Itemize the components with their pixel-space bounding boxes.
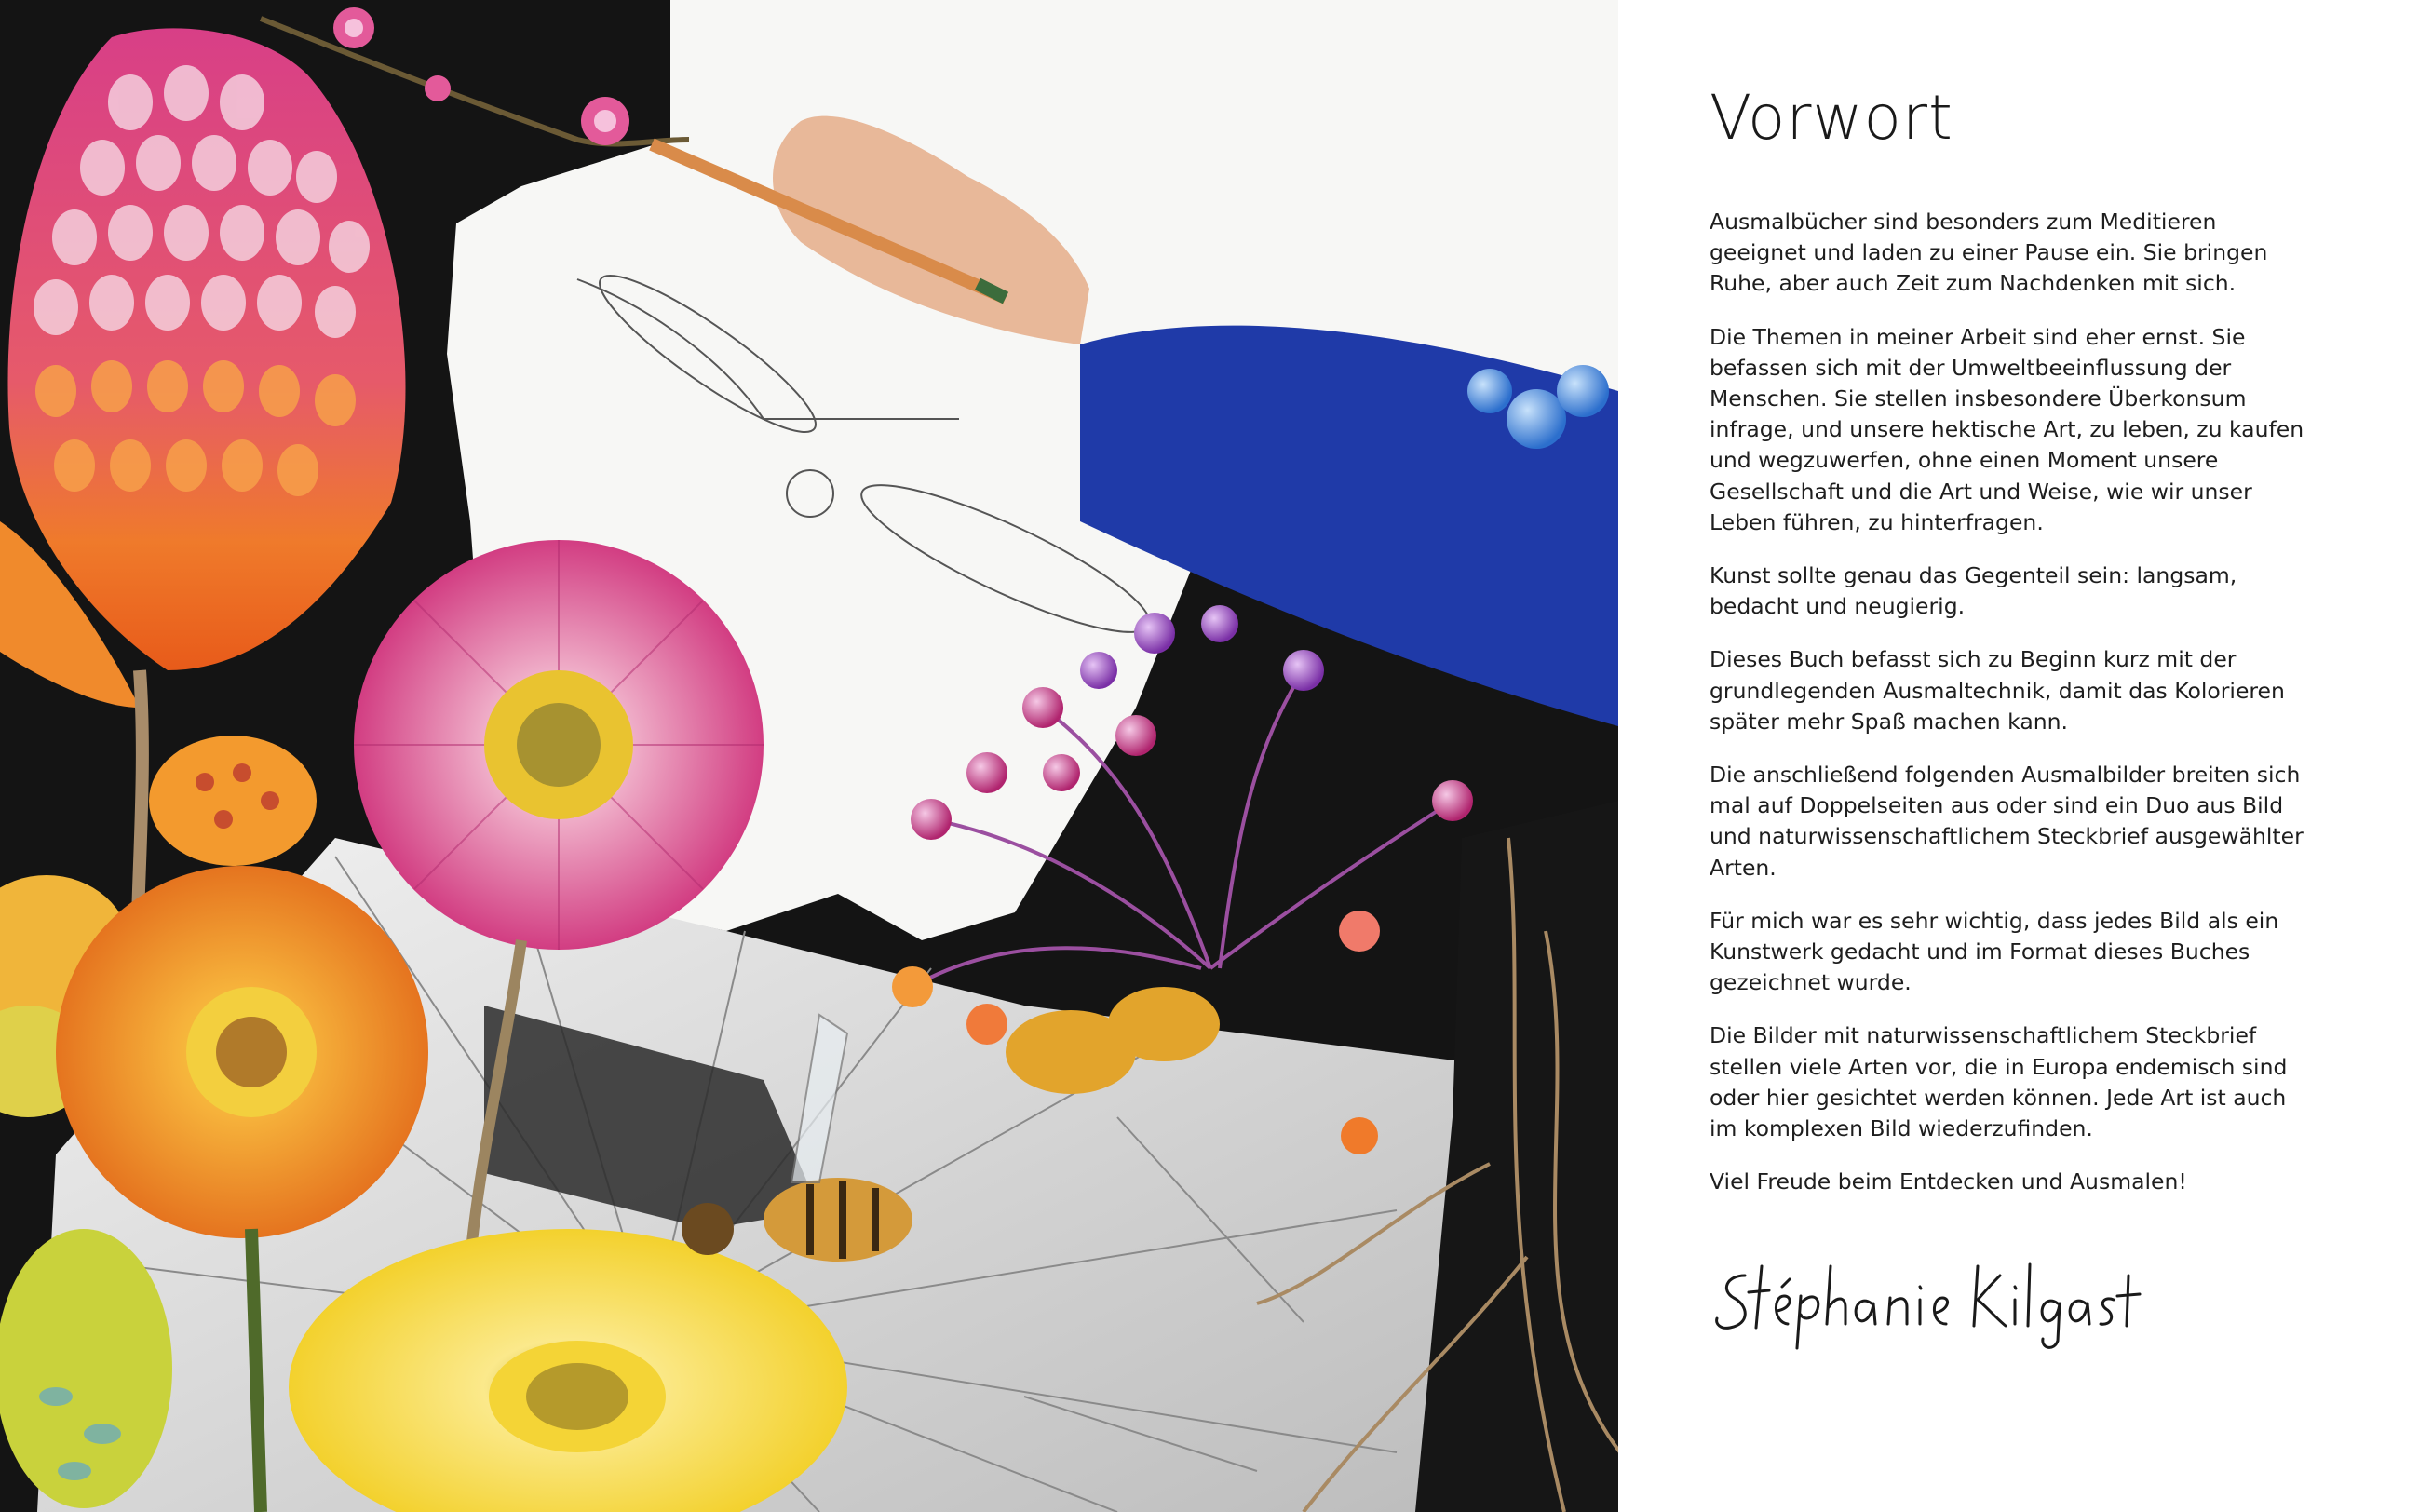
paragraph: Für mich war es sehr wichtig, dass jedes Bild als ein Kunstwerk gedacht und im Format dieses Buches gezeichnet wurde. (1710, 907, 2279, 996)
page-title: Vorwort (1710, 82, 1953, 154)
paragraph: Dieses Buch befasst sich zu Beginn kurz mit der grundlegenden Ausmaltechnik, damit das Kolorieren später mehr Spaß machen kann. (1710, 646, 2285, 735)
paragraph: Die Bilder mit naturwissenschaftlichem Steckbrief stellen viele Arten vor, die in Europa endemisch sind oder hier gesichtet werden können. Jede Art ist auch im komplexen Bild wiederzufinden. (1710, 1022, 2288, 1142)
paragraph: Die anschließend folgenden Ausmalbilder breiten sich mal auf Doppelseiten aus oder sind ein Duo aus Bild und naturwissenschaftlichem Steckbrief ausgewählter Arten. (1710, 762, 2304, 881)
paragraph: Ausmalbücher sind besonders zum Meditieren geeignet und laden zu einer Pause ein. Sie bringen Ruhe, aber auch Zeit zum Nachdenken mit sich. (1710, 209, 2268, 297)
text-page (1618, 0, 2419, 1512)
body-text (1710, 207, 2305, 1220)
signature (1708, 1238, 2173, 1350)
paragraph: Kunst sollte genau das Gegenteil sein: langsam, bedacht und neugierig. (1710, 562, 2237, 620)
paragraph: Viel Freude beim Entdecken und Ausmalen! (1710, 1168, 2187, 1195)
paragraph: Die Themen in meiner Arbeit sind eher ernst. Sie befassen sich mit der Umweltbeeinflussung der Menschen. Sie stellen insbesondere Überkonsum infrage, und unsere hektische Art, zu leben, zu kaufen und wegzuwerfen, ohne einen Moment unsere Gesellschaft und die Art und Weise, wie wir unser Leben führen, zu hinterfragen. (1710, 323, 2304, 535)
